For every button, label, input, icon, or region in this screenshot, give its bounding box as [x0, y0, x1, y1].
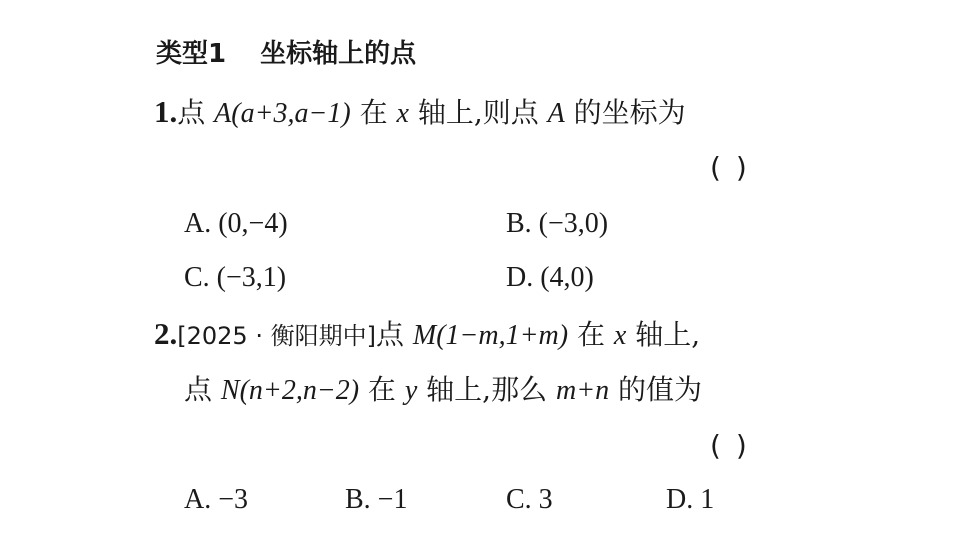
- section-title: 坐标轴上的点: [260, 39, 417, 69]
- question-1-number: 1.: [154, 94, 178, 129]
- q1-point: A: [214, 98, 232, 129]
- section-type-number: 1: [208, 39, 227, 69]
- question-2-number: 2.: [154, 316, 178, 351]
- question-2-stem-line-1: [154, 316, 700, 354]
- q2-source-tag: [2025 · 衡阳期中]: [177, 322, 376, 350]
- question-1-stem: [154, 94, 686, 132]
- q2-line2-post: 轴上,那么: [417, 373, 556, 406]
- q1-text-mid: 在: [350, 96, 397, 129]
- q2-point-m: M: [412, 320, 437, 351]
- q1-text-post: 轴上,则点: [408, 96, 548, 129]
- q1-text-pre: 点: [177, 96, 215, 129]
- q2-line2-pre: 点: [184, 373, 221, 406]
- q2-line2-end: 的值为: [609, 373, 703, 406]
- section-heading: [156, 36, 416, 72]
- q2-text-x-end: 轴上,: [626, 318, 701, 351]
- q2-expression: m+n: [555, 375, 610, 406]
- q2-text-mid: 在: [568, 318, 614, 351]
- q1-option-b: B. (−3,0): [506, 208, 609, 239]
- q2-text-pre: 点: [375, 318, 413, 351]
- q1-option-d: D. (4,0): [506, 262, 594, 293]
- q2-answer-bracket: ( ): [710, 429, 747, 462]
- q1-point-2: A: [547, 98, 565, 129]
- q1-option-c: C. (−3,1): [184, 262, 287, 293]
- q2-option-c: C. 3: [506, 484, 553, 515]
- q2-coords-n: (n+2,n−2): [239, 375, 360, 406]
- q2-option-d: D. 1: [666, 484, 715, 515]
- q1-option-a: A. (0,−4): [184, 208, 288, 239]
- q2-coords-m: (1−m,1+m): [436, 320, 569, 351]
- q2-option-a: A. −3: [184, 484, 249, 515]
- question-2-stem-line-2: [184, 372, 702, 409]
- q1-axis: x: [396, 98, 409, 129]
- q2-point-n: N: [220, 375, 240, 406]
- section-type-label: 类型: [156, 39, 209, 69]
- q1-answer-bracket: ( ): [710, 151, 747, 184]
- q1-coords: (a+3,a−1): [231, 98, 351, 129]
- q2-option-b: B. −1: [345, 484, 408, 515]
- q2-axis-y: y: [404, 375, 418, 406]
- q2-line2-mid: 在: [359, 373, 405, 406]
- q2-axis-x: x: [613, 320, 627, 351]
- q1-text-end: 的坐标为: [564, 96, 686, 129]
